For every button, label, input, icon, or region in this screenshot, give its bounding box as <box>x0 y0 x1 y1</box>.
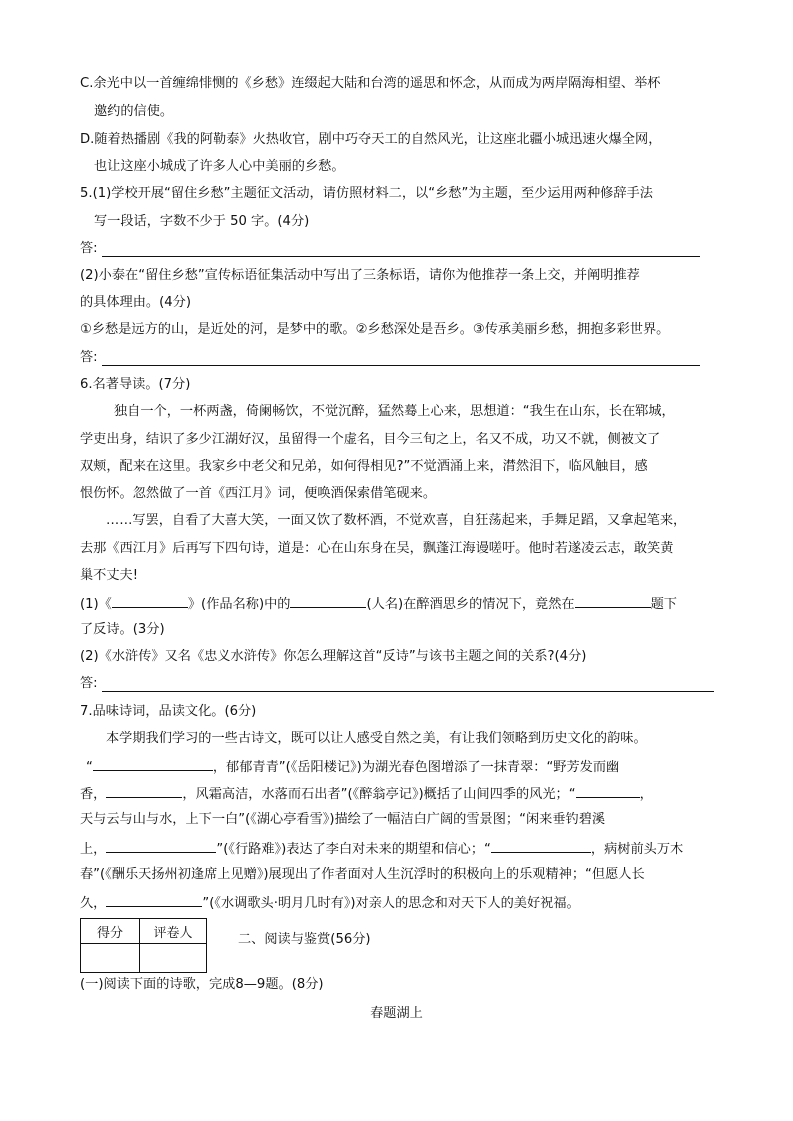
poem-title: 春题湖上 <box>370 1006 423 1021</box>
q6-sub1-text-d: 题下 <box>650 597 677 612</box>
option-c-line1: C.余光中以一首缠绵悱恻的《乡愁》连缀起大陆和台湾的遥思和怀念，从而成为两岸隔海相望、举杯 <box>80 76 661 91</box>
q6-para1-line4: 恨伤怀。忽然做了一首《西江月》词，便唤酒保索借笔砚来。 <box>80 486 437 501</box>
q7-l1-text-a: “ <box>86 760 93 775</box>
grader-cell[interactable] <box>140 944 207 973</box>
blank-shuidiao[interactable] <box>106 892 202 907</box>
section2-subheading: (一)阅读下面的诗歌，完成8—9题。(8分) <box>80 977 324 992</box>
q7-line5: 春”(《酬乐天扬州初逢席上见赠》)展现出了作者面对人生沉浮时的积极向上的乐观精神；“但愿人长 <box>80 867 645 882</box>
q5-answer-label-2: 答: <box>80 350 98 365</box>
q7-l6-text-b: ”(《水调歌头·明月几时有》)对亲人的思念和对天下人的美好祝福。 <box>202 896 580 911</box>
blank-zuiweng[interactable] <box>106 783 182 798</box>
q6-heading: 6.名著导读。(7分) <box>80 377 191 392</box>
q6-para1-line2: 学吏出身，结识了多少江湖好汉，虽留得一个虚名，目今三旬之上，名又不成，功又不就，侧被文了 <box>80 432 661 447</box>
q6-sub2: (2)《水浒传》又名《忠义水浒传》你怎么理解这首“反诗”与该书主题之间的关系?(4分) <box>80 649 587 664</box>
blank-chouletian[interactable] <box>491 838 591 853</box>
q5-answer-line-2[interactable] <box>102 365 700 366</box>
q7-l2-text-c: ， <box>639 787 653 802</box>
q7-l4-text-c: ，病树前头万木 <box>590 842 684 857</box>
blank-xinglunan[interactable] <box>106 838 216 853</box>
q5-answer-line-1[interactable] <box>102 256 700 257</box>
q6-sub1-text-c: (人名)在醉酒思乡的情况下，竟然在 <box>366 597 575 612</box>
q6-para1-line1: 独自一个，一杯两盏，倚阑畅饮，不觉沉醉，猛然蓦上心来，思想道：“我生在山东，长在郓城， <box>114 404 675 419</box>
q6-answer-label: 答: <box>80 676 98 691</box>
q7-line2 <box>80 783 653 805</box>
q7-line4 <box>80 838 683 860</box>
q6-answer-line[interactable] <box>102 691 714 692</box>
q5-part1-line1: 5.(1)学校开展“留住乡愁”主题征文活动，请仿照材料二，以“乡愁”为主题，至少运用两种修辞手法 <box>80 186 653 201</box>
q7-heading: 7.品味诗词，品读文化。(6分) <box>80 704 257 719</box>
q6-para2-line1: ……写罢，自看了大喜大笑，一面又饮了数杯酒，不觉欢喜，自狂荡起来，手舞足蹈，又拿起笔来， <box>106 513 687 528</box>
q5-part2-line2: 的具体理由。(4分) <box>80 295 191 310</box>
q7-l4-text-a: 上， <box>80 842 107 857</box>
q6-para2-line3: 巢不丈夫! <box>80 568 139 583</box>
q7-l4-text-b: ”(《行路难》)表达了李白对未来的期望和信心；“ <box>216 842 491 857</box>
q5-part1-line2: 写一段话，字数不少于 50 字。(4分) <box>94 214 310 229</box>
q5-slogans: ①乡愁是远方的山，是近处的河，是梦中的歌。②乡愁深处是吾乡。③传承美丽乡愁，拥抱多彩世界。 <box>80 322 670 337</box>
q6-sub1-line1 <box>80 593 677 615</box>
section2-title: 二、阅读与鉴赏(56分) <box>238 932 371 947</box>
grader-label: 评卷人 <box>140 919 207 944</box>
q7-line1 <box>86 756 619 778</box>
score-label: 得分 <box>81 919 140 944</box>
score-table <box>80 918 207 973</box>
q6-para1-line3: 双颊，配来在这里。我家乡中老父和兄弟，如何得相见?”不觉酒涌上来，潸然泪下，临风触目，感 <box>80 459 648 474</box>
q5-answer-label-1: 答: <box>80 241 98 256</box>
blank-huxinting[interactable] <box>576 783 640 798</box>
q7-line3: 天与云与山与水，上下一白”(《湖心亭看雪》)描绘了一幅洁白广阔的雪景图；“闲来垂钓碧溪 <box>80 812 606 827</box>
blank-location[interactable] <box>575 593 651 608</box>
option-d-line1: D.随着热播剧《我的阿勒泰》火热收官，剧中巧夺天工的自然风光，让这座北疆小城迅速火爆全网， <box>80 132 662 147</box>
q6-sub1-line2: 了反诗。(3分) <box>80 622 165 637</box>
blank-person-name[interactable] <box>290 593 366 608</box>
q6-sub1-text-a: (1)《 <box>80 597 112 612</box>
q7-intro: 本学期我们学习的一些古诗文，既可以让人感受自然之美，有让我们领略到历史文化的韵味。 <box>106 731 647 746</box>
q6-para2-line2: 去那《西江月》后再写下四句诗，道是：心在山东身在吴，飘蓬江海谩嗟吁。他时若遂凌云志，敢笑黄 <box>80 541 674 556</box>
q5-part2-line1: (2)小泰在“留住乡愁”宣传标语征集活动中写出了三条标语，请你为他推荐一条上交，并阐明推荐 <box>80 268 640 283</box>
q7-l6-text-a: 久， <box>80 896 107 911</box>
q6-sub1-text-b: 》(作品名称)中的 <box>187 597 291 612</box>
q7-line6 <box>80 892 580 914</box>
blank-yueyang[interactable] <box>93 756 213 771</box>
blank-work-title[interactable] <box>112 593 188 608</box>
score-cell[interactable] <box>81 944 140 973</box>
option-d-line2: 也让这座小城成了许多人心中美丽的乡愁。 <box>94 159 345 174</box>
option-c-line2: 邀约的信使。 <box>94 104 174 119</box>
q7-l1-text-b: ，郁郁青青”(《岳阳楼记》)为湖光春色图增添了一抹青翠：“野芳发而幽 <box>212 760 620 775</box>
q7-l2-text-a: 香， <box>80 787 107 802</box>
q7-l2-text-b: ，风霜高洁，水落而石出者”(《醉翁亭记》)概括了山间四季的风光；“ <box>182 787 576 802</box>
